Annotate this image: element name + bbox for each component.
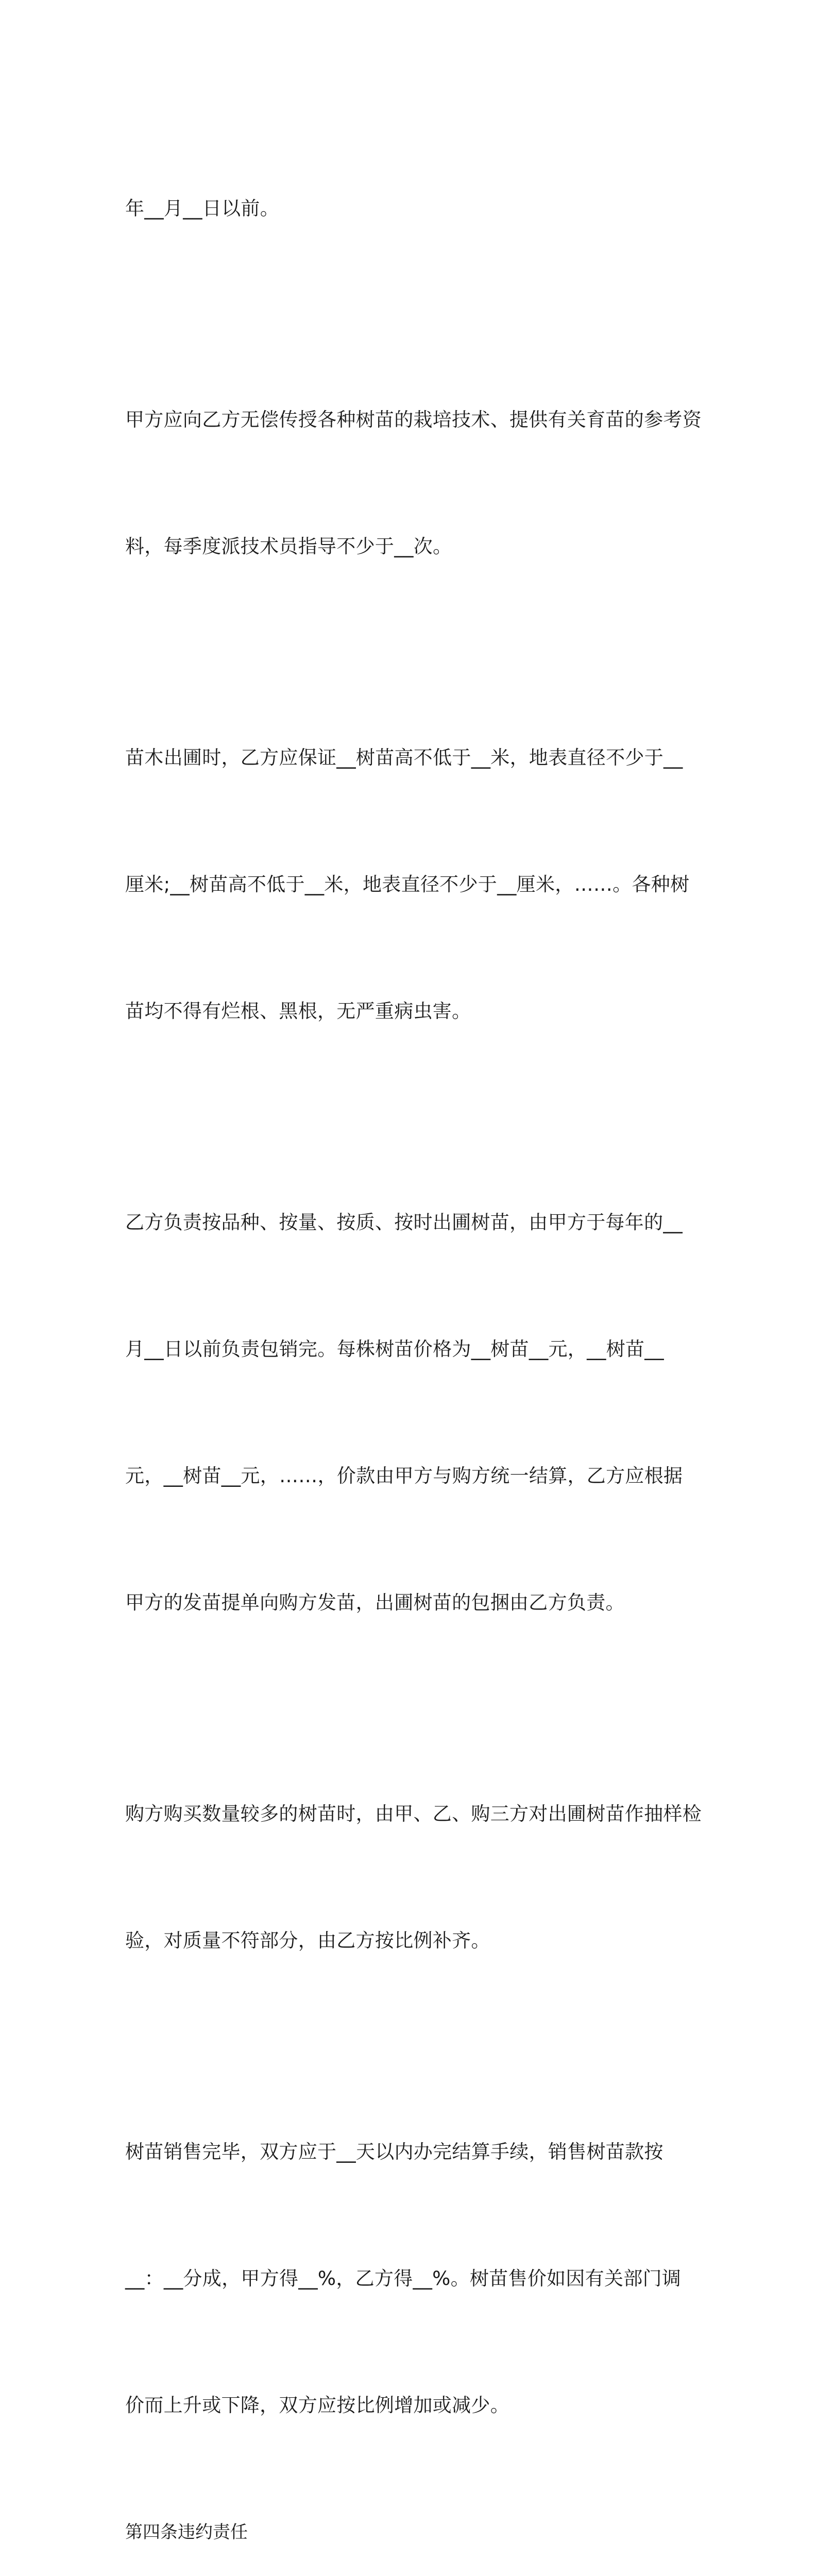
text-line: 元，__树苗__元，……，价款由甲方与购方统一结算，乙方应根据 xyxy=(125,1465,683,1487)
text-line: 甲方应向乙方无偿传授各种树苗的栽培技术、提供有关育苗的参考资 xyxy=(125,409,702,431)
document-body xyxy=(125,103,702,2576)
text-line: 购方购买数量较多的树苗时，由甲、乙、购三方对出圃树苗作抽样检 xyxy=(125,1803,702,1825)
paragraph-4 xyxy=(125,1117,702,1708)
text-line: 验，对质量不符部分，由乙方按比例补齐。 xyxy=(125,1929,490,1952)
text-line: 树苗销售完毕，双方应于__天以内办完结算手续，销售树苗款按 xyxy=(125,2141,663,2163)
text-line: 厘米;__树苗高不低于__米，地表直径不少于__厘米，……。各种树 xyxy=(125,873,690,895)
paragraph-5 xyxy=(125,1708,702,2046)
text-line: 年__月__日以前。 xyxy=(125,197,279,219)
text-line: 价而上升或下降，双方应按比例增加或减少。 xyxy=(125,2394,509,2416)
paragraph-3 xyxy=(125,652,702,1117)
paragraph-6 xyxy=(125,2046,702,2511)
text-line: 甲方的发苗提单向购方发苗，出圃树苗的包捆由乙方负责。 xyxy=(125,1591,625,1614)
text-line: 苗均不得有烂根、黑根，无严重病虫害。 xyxy=(125,1000,471,1022)
paragraph-2 xyxy=(125,314,702,652)
text-line: 苗木出圃时，乙方应保证__树苗高不低于__米，地表直径不少于__ xyxy=(125,747,683,769)
text-line: 月__日以前负责包销完。每株树苗价格为__树苗__元，__树苗__ xyxy=(125,1338,664,1360)
section-heading: 第四条违约责任 xyxy=(125,2522,248,2543)
text-line: 乙方负责按品种、按量、按质、按时出圃树苗，由甲方于每年的__ xyxy=(125,1211,683,1233)
text-line: __：__分成，甲方得__%，乙方得__%。树苗售价如因有关部门调 xyxy=(125,2267,682,2290)
paragraph-7 xyxy=(125,2553,702,2576)
paragraph-1 xyxy=(125,103,702,314)
text-line: 料，每季度派技术员指导不少于__次。 xyxy=(125,535,452,557)
